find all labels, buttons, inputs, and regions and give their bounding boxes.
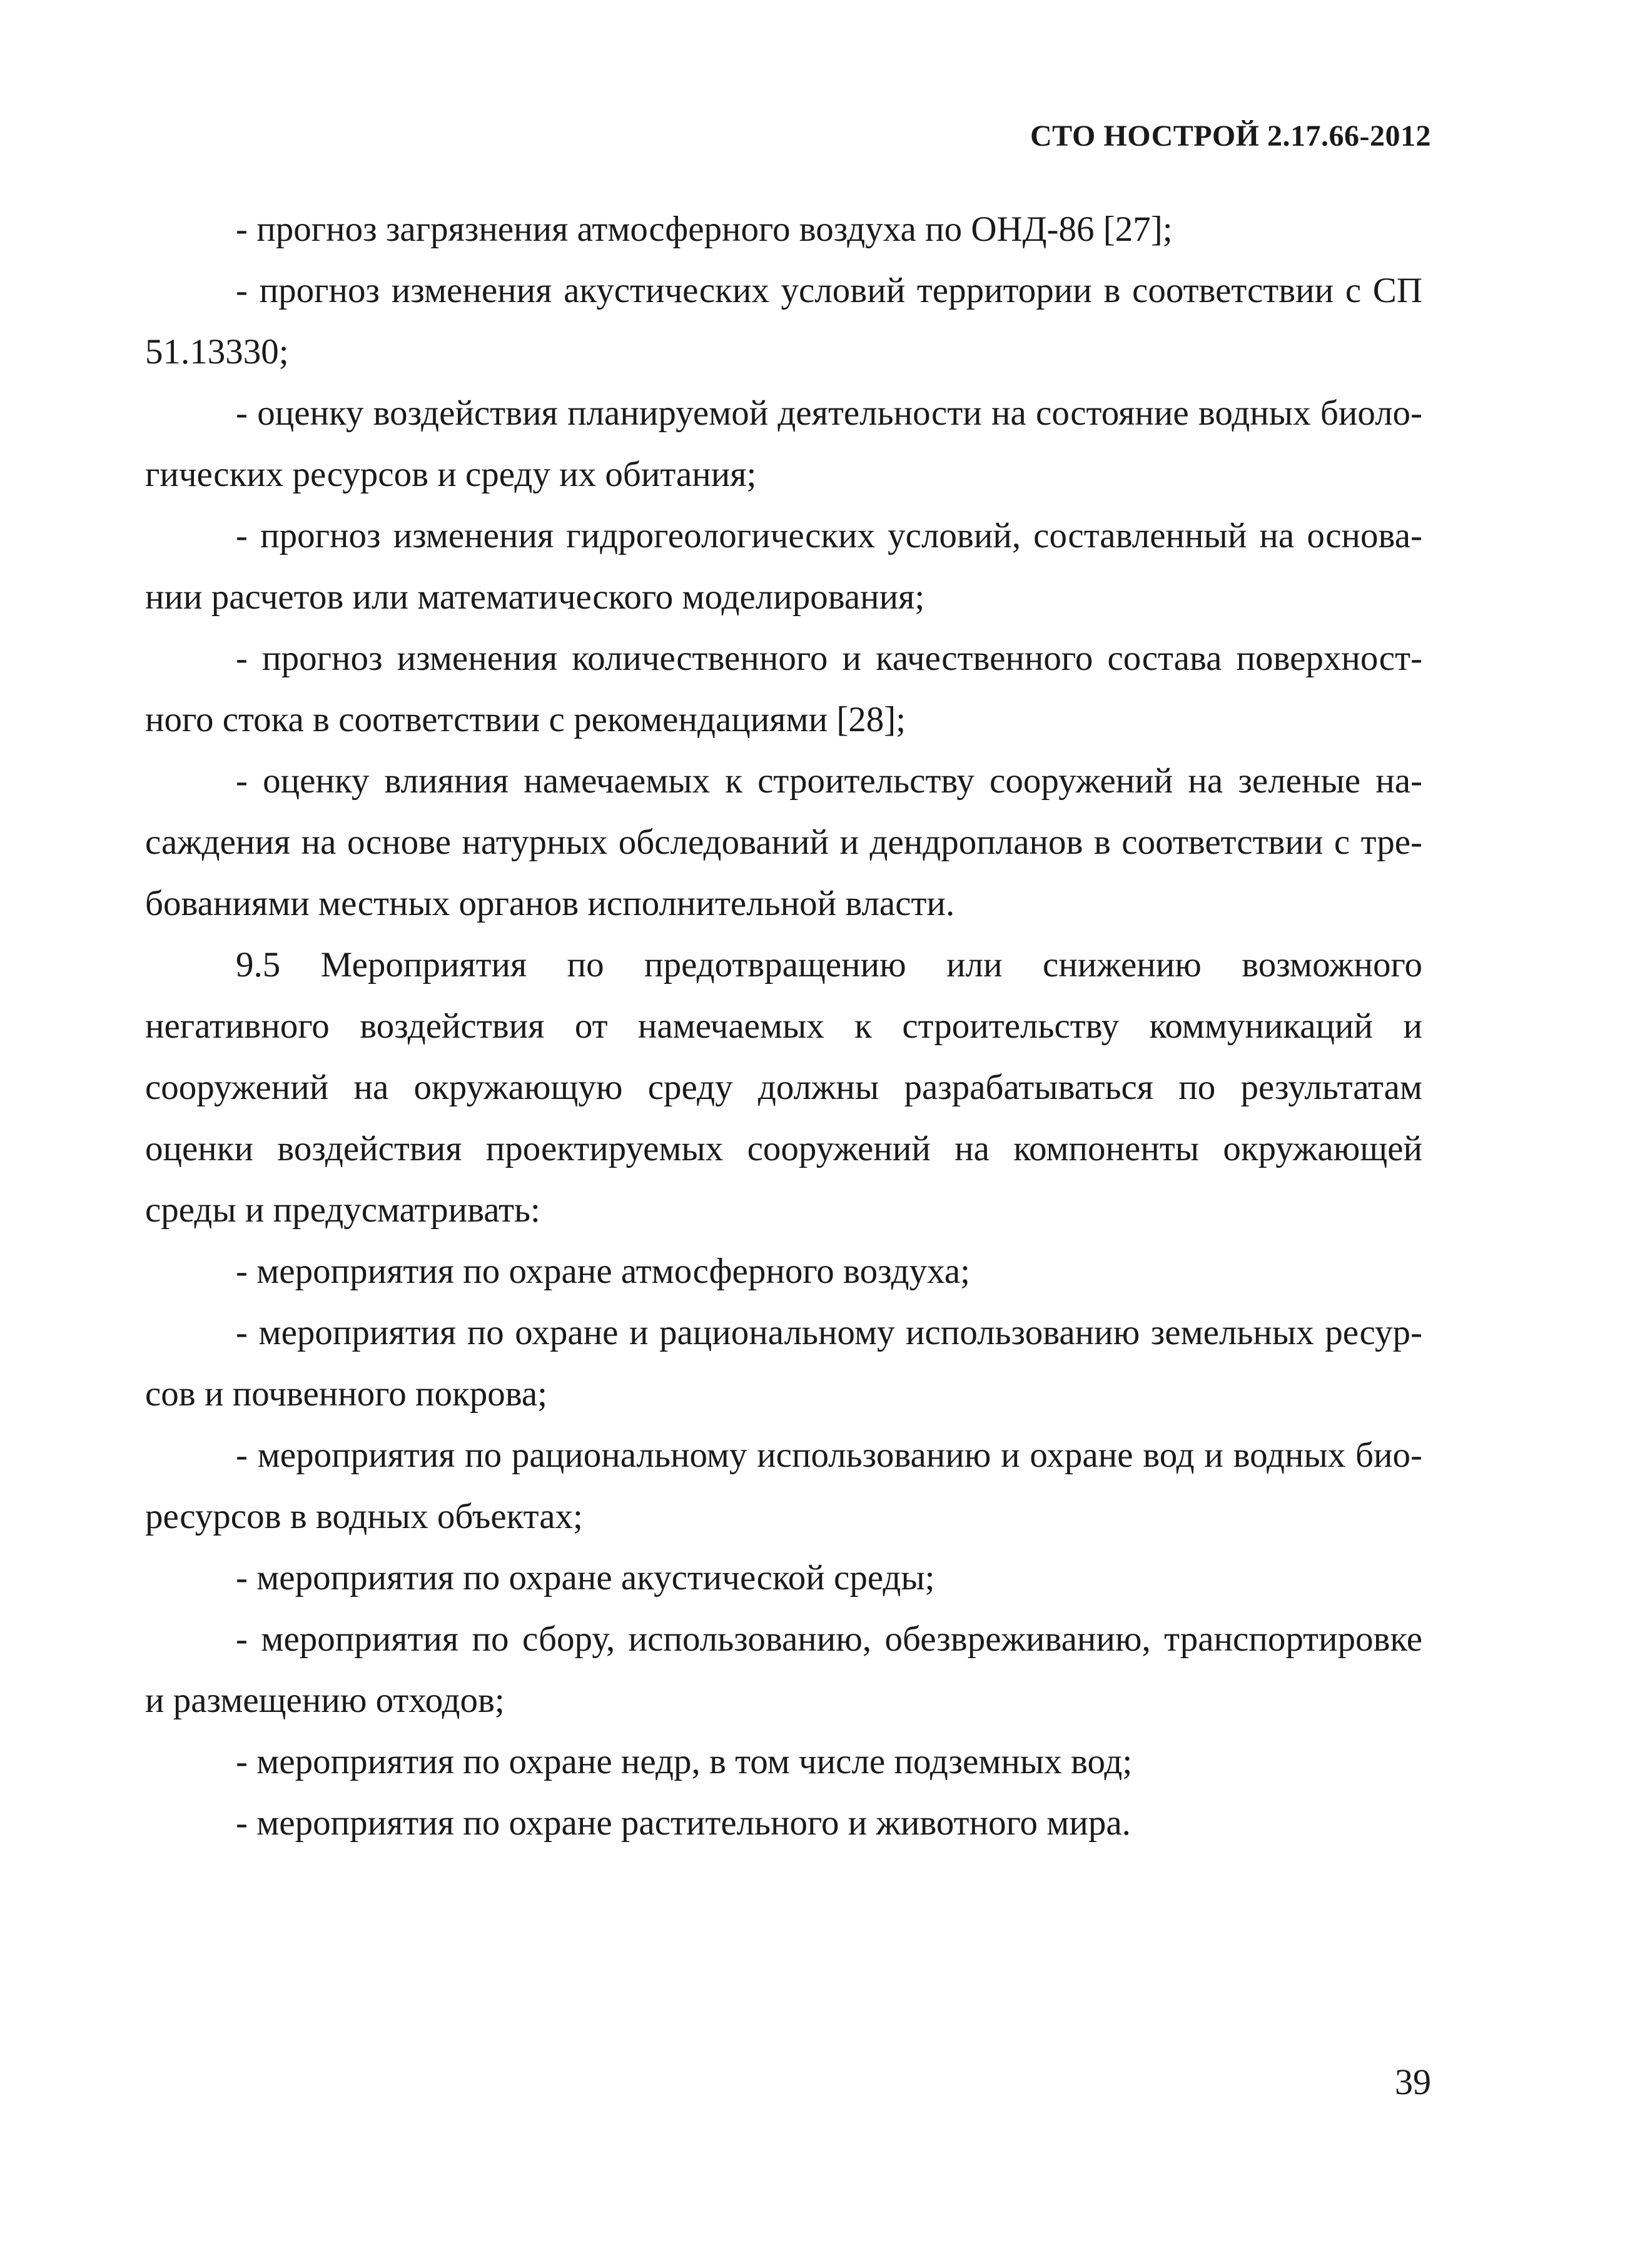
- paragraph-hydrogeology-forecast: - прогноз изменения гидрогеологических условий, составленный на основании расчетов или математического моделирования;: [145, 516, 1422, 617]
- list-item-waste-management: - мероприятия по сбору, использованию, обезвреживанию, транспортировке и размещению отходов;: [145, 1619, 1422, 1720]
- list-item-water-protection: - мероприятия по рациональному использованию и охране вод и водных биоресурсов в водных объектах;: [145, 1435, 1422, 1536]
- paragraph-air-pollution-forecast: - прогноз загрязнения атмосферного воздуха по ОНД-86 [27];: [236, 210, 1173, 249]
- body-text: [145, 199, 1422, 1854]
- list-item-air-protection: - мероприятия по охране атмосферного воздуха;: [236, 1252, 970, 1291]
- page-number: 39: [1395, 2062, 1431, 2102]
- paragraph-surface-runoff-forecast: - прогноз изменения количественного и качественного состава поверхностного стока в соответствии с рекомендациями [28];: [145, 639, 1422, 739]
- document-code-header: СТО НОСТРОЙ 2.17.66-2012: [1030, 119, 1431, 153]
- list-item-land-resources: - мероприятия по охране и рациональному использованию земельных ресурсов и почвенного покрова;: [145, 1313, 1422, 1414]
- list-item-flora-fauna-protection: - мероприятия по охране растительного и животного мира.: [236, 1803, 1131, 1843]
- list-item-subsoil-protection: - мероприятия по охране недр, в том числе подземных вод;: [236, 1742, 1133, 1781]
- paragraph-green-plantings: - оценку влияния намечаемых к строительству сооружений на зеленые насаждения на основе натурных обследований и дендропланов в соответствии с требованиями местных органов исполнительной власти.: [145, 761, 1422, 923]
- paragraph-acoustic-forecast: - прогноз изменения акустических условий территории в соответствии с СП 51.13330;: [145, 271, 1422, 372]
- paragraph-water-bio-resources: - оценку воздействия планируемой деятельности на состояние водных биологических ресурсов и среду их обитания;: [145, 393, 1422, 494]
- paragraph-section-9-5: 9.5 Мероприятия по предотвращению или снижению возможного негативного воздействия от намечаемых к строительству коммуникаций и сооружений на окружающую среду должны разрабатываться по результатам оценки воздействия проектируемых сооружений на компоненты окружающей среды и предусматривать:: [145, 945, 1422, 1230]
- list-item-acoustic-protection: - мероприятия по охране акустической среды;: [236, 1558, 935, 1597]
